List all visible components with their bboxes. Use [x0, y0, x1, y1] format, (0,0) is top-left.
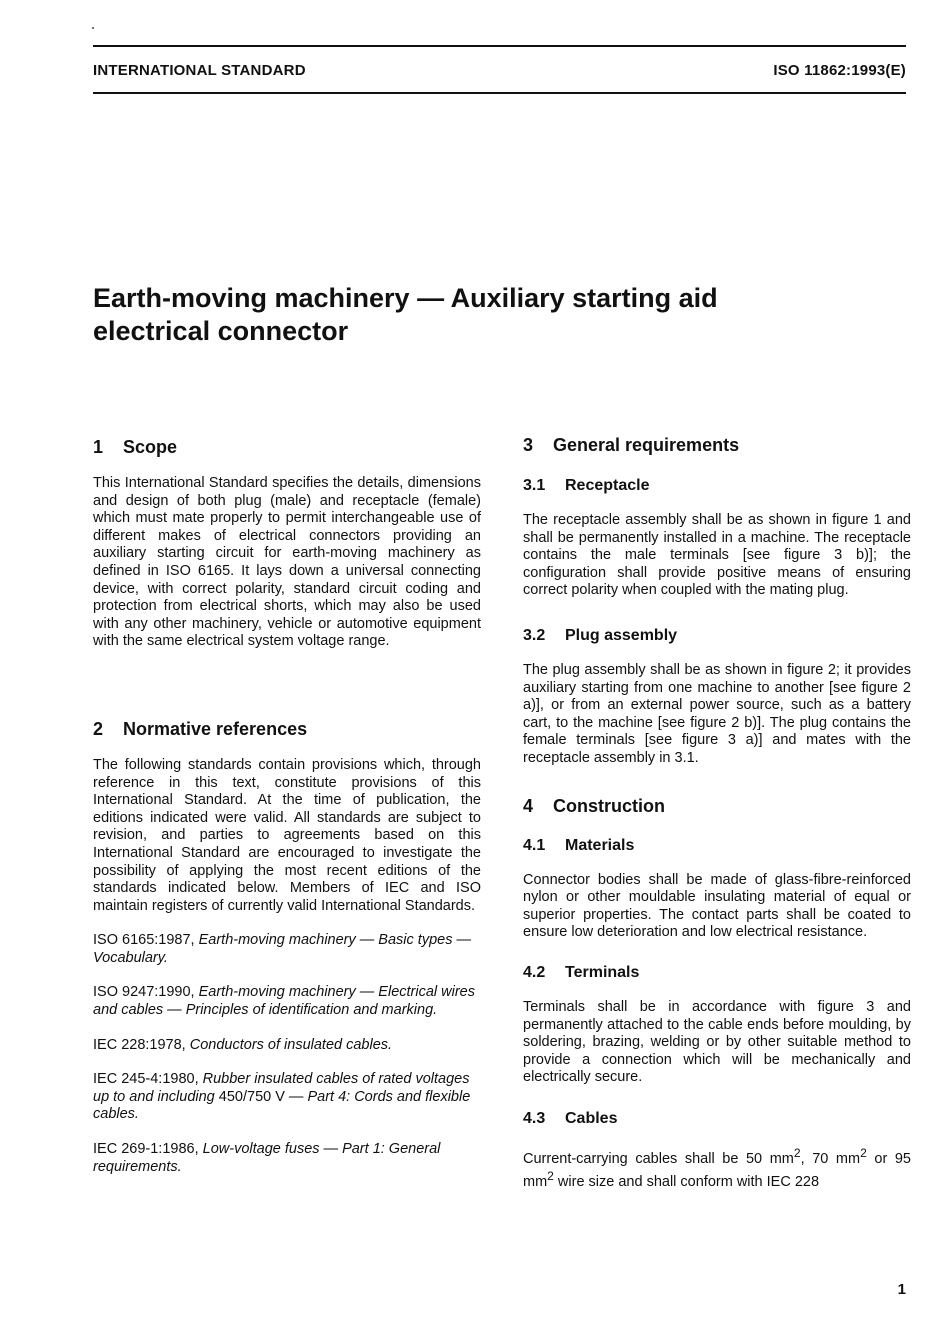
- section-2-heading: [93, 718, 481, 740]
- header-rule-bottom: [93, 92, 906, 94]
- reference-title: Conductors of insulated cables.: [189, 1036, 393, 1053]
- reference-item: [93, 1037, 481, 1055]
- section-4-1-body: Connector bodies shall be made of glass-fibre-reinforced nylon or other mouldable insulating material of equal or superior properties. The contact parts shall be coated to ensure low deterioration and low electrical resistance.: [523, 871, 911, 941]
- reference-title: Earth-moving machinery — Electrical wires and cables — Principles of identification and marking.: [93, 984, 475, 1019]
- section-4-1-number: 4.1: [523, 836, 546, 854]
- section-4-3-title: Cables: [565, 1109, 618, 1127]
- section-4-2-body: Terminals shall be in accordance with figure 3 and permanently attached to the cable ends before moulding, by soldering, brazing, welding or by other suitable method to provide a connection which will be mechanically and electrically secure.: [523, 998, 911, 1086]
- reference-title: Rubber insulated cables of rated voltages up to and including: [93, 1071, 470, 1105]
- section-3-number: 3: [523, 435, 534, 455]
- section-3-2-body: The plug assembly shall be as shown in figure 2; it provides auxiliary starting from one machine to another [see figure 2 a)], or from an external power source, such as a battery cart, to the machine [see figure 2 b)]. The plug contains the female terminals [see figure 3 a)] and mates with the receptacle assembly in 3.1.: [523, 661, 911, 766]
- superscript-2: 2: [860, 1145, 867, 1160]
- document-title-line2: electrical connector: [93, 316, 349, 346]
- section-4-2-title: Terminals: [565, 963, 640, 981]
- reference-item: [93, 984, 481, 1019]
- section-4-2-number: 4.2: [523, 963, 546, 981]
- section-3-2-title: Plug assembly: [565, 626, 678, 644]
- header-rule-top: [93, 45, 906, 47]
- header-standard-number: ISO 11862:1993(E): [773, 62, 906, 79]
- section-4-1-heading: [523, 836, 911, 856]
- section-3-1-title: Receptacle: [565, 477, 650, 494]
- section-1-title: Scope: [123, 437, 178, 457]
- reference-item: [93, 932, 481, 967]
- section-3-1-number: 3.1: [523, 477, 546, 494]
- reference-code: IEC 269-1:1986,: [93, 1141, 199, 1158]
- section-2-title: Normative references: [123, 718, 308, 739]
- section-4-title: Construction: [553, 795, 665, 816]
- reference-code: IEC 228:1978,: [93, 1036, 186, 1053]
- scan-speck: [92, 27, 94, 29]
- section-3-heading: [523, 434, 911, 456]
- reference-title-part: Part 4: Cords and flexible cables.: [93, 1088, 471, 1123]
- document-title: [93, 282, 913, 348]
- reference-item: [93, 1071, 481, 1124]
- header-standard-type: INTERNATIONAL STANDARD: [93, 62, 306, 79]
- reference-title: Low-voltage fuses — Part 1: General requirements.: [93, 1141, 441, 1175]
- section-3-1-heading: [523, 476, 911, 496]
- reference-title: Earth-moving machinery — Basic types — Vocabulary.: [93, 932, 471, 966]
- section-1-number: 1: [93, 437, 104, 457]
- section-2-number: 2: [93, 718, 104, 739]
- left-column: [93, 436, 481, 1193]
- section-3-2-heading: [523, 626, 911, 646]
- section-4-1-title: Materials: [565, 836, 635, 854]
- reference-code: ISO 6165:1987,: [93, 932, 195, 949]
- cables-text-a: Current-carrying cables shall be 50 mm: [523, 1150, 794, 1167]
- section-1-body: This International Standard specifies the details, dimensions and design of both plug (male) and receptacle (female) which must mate properly to permit interchangeable use of different makes of electrical connectors providing an auxiliary starting circuit for earth-moving machinery as defined in ISO 6165. It lays down a universal connecting device, with correct polarity, standard circuit coding and protection from electrical shorts, which may also be used with any other machinery, vehicle or automotive equipment with the same electrical system voltage range.: [93, 475, 481, 650]
- superscript-2: 2: [547, 1169, 554, 1184]
- section-4-number: 4: [523, 795, 534, 816]
- section-4-3-number: 4.3: [523, 1109, 546, 1127]
- cables-text-c: or 95 mm: [523, 1150, 911, 1191]
- reference-code: ISO 9247:1990,: [93, 984, 195, 1001]
- section-4-3-body: [523, 1145, 911, 1192]
- section-3-1-body: The receptacle assembly shall be as shown in figure 1 and shall be permanently installed in a machine. The receptacle contains the male terminals [see figure 3 b)]; the configuration shall provide positive means of ensuring correct polarity when coupled with the mating plug.: [523, 512, 911, 599]
- section-4-heading: [523, 795, 911, 817]
- document-title-line1: Earth-moving machinery — Auxiliary starting aid: [93, 283, 718, 313]
- page-number: 1: [897, 1281, 906, 1298]
- reference-code: IEC 245-4:1980,: [93, 1071, 199, 1088]
- section-3-title: General requirements: [553, 435, 740, 455]
- section-1-heading: [93, 436, 481, 458]
- cables-text-d: wire size and shall conform with IEC 228: [553, 1174, 820, 1191]
- cables-text-b: , 70 mm: [800, 1150, 861, 1167]
- section-4-2-heading: [523, 963, 911, 983]
- reference-item: [93, 1141, 481, 1176]
- right-column: [523, 436, 911, 1192]
- superscript-2: 2: [793, 1145, 801, 1160]
- section-4-3-heading: [523, 1109, 911, 1129]
- section-3-2-number: 3.2: [523, 626, 546, 644]
- reference-voltage: 450/750 V —: [218, 1088, 304, 1105]
- section-2-body: The following standards contain provisions which, through reference in this text, constitute provisions of this International Standard. At the time of publication, the editions indicated were valid. All standards are subject to revision, and parties to agreements based on this International Standard are encouraged to investigate the possibility of applying the most recent editions of the standards indicated below. Members of IEC and ISO maintain registers of currently valid International Standards.: [93, 756, 481, 914]
